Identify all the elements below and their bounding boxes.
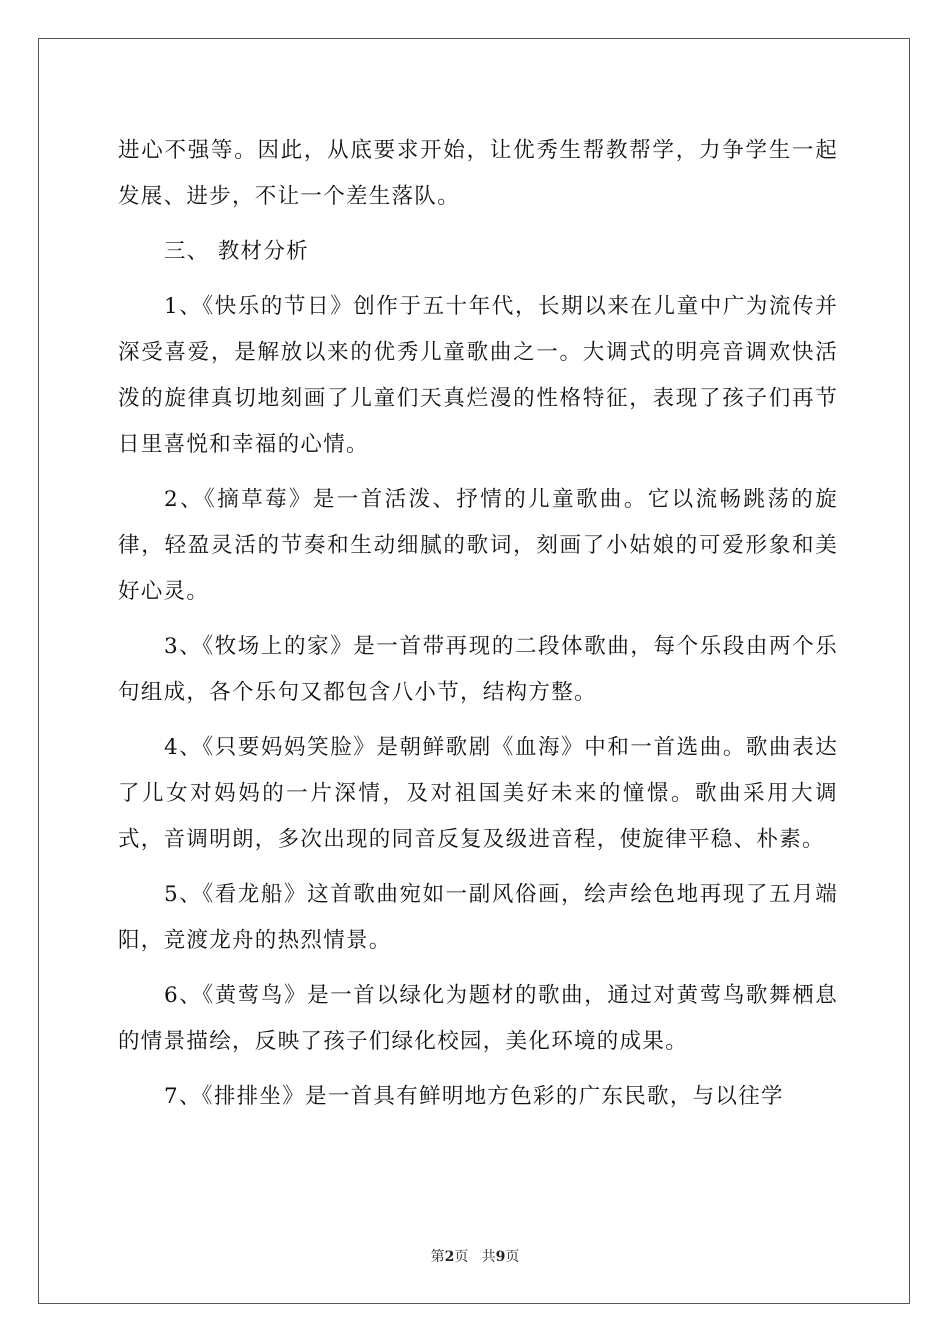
- paragraph-item-7: 7、《排排坐》是一首具有鲜明地方色彩的广东民歌，与以往学: [164, 1084, 784, 1109]
- footer-mid: 页 共: [454, 1249, 496, 1265]
- paragraph-item-5: 5、《看龙船》这首歌曲宛如一副风俗画，绘声绘色地再现了五月端阳，竞渡龙舟的热烈情景。: [118, 882, 838, 953]
- paragraph-item-3: 3、《牧场上的家》是一首带再现的二段体歌曲，每个乐段由两个乐句组成，各个乐句又都包含八小节，结构方整。: [118, 634, 838, 705]
- footer-prefix: 第: [430, 1249, 445, 1265]
- paragraph-item-2: 2、《摘草莓》是一首活泼、抒情的儿童歌曲。它以流畅跳荡的旋律，轻盈灵活的节奏和生动细腻的歌词，刻画了小姑娘的可爱形象和美好心灵。: [118, 487, 838, 604]
- paragraph-item-4: 4、《只要妈妈笑脸》是朝鲜歌剧《血海》中和一首选曲。歌曲表达了儿女对妈妈的一片深情，及对祖国美好未来的憧憬。歌曲采用大调式，音调明朗，多次出现的同音反复及级进音程，使旋律平稳、朴素。: [118, 735, 838, 852]
- paragraph-item-1: 1、《快乐的节日》创作于五十年代，长期以来在儿童中广为流传并深受喜爱，是解放以来的优秀儿童歌曲之一。大调式的明亮音调欢快活泼的旋律真切地刻画了儿童们天真烂漫的性格特征，表现了孩子们再节日里喜悦和幸福的心情。: [118, 294, 838, 457]
- section-heading: 三、 教材分析: [164, 239, 309, 264]
- footer-total-pages: 9: [495, 1249, 506, 1265]
- page-footer: [0, 1246, 950, 1266]
- footer-suffix: 页: [505, 1249, 520, 1265]
- paragraph-continuation: 进心不强等。因此，从底要求开始，让优秀生帮教帮学，力争学生一起发展、进步，不让一个差生落队。: [118, 138, 838, 209]
- document-body: [118, 128, 838, 1129]
- footer-page-number: 2: [444, 1249, 455, 1265]
- paragraph-item-6: 6、《黄莺鸟》是一首以绿化为题材的歌曲，通过对黄莺鸟歌舞栖息的情景描绘，反映了孩子们绿化校园，美化环境的成果。: [118, 983, 838, 1054]
